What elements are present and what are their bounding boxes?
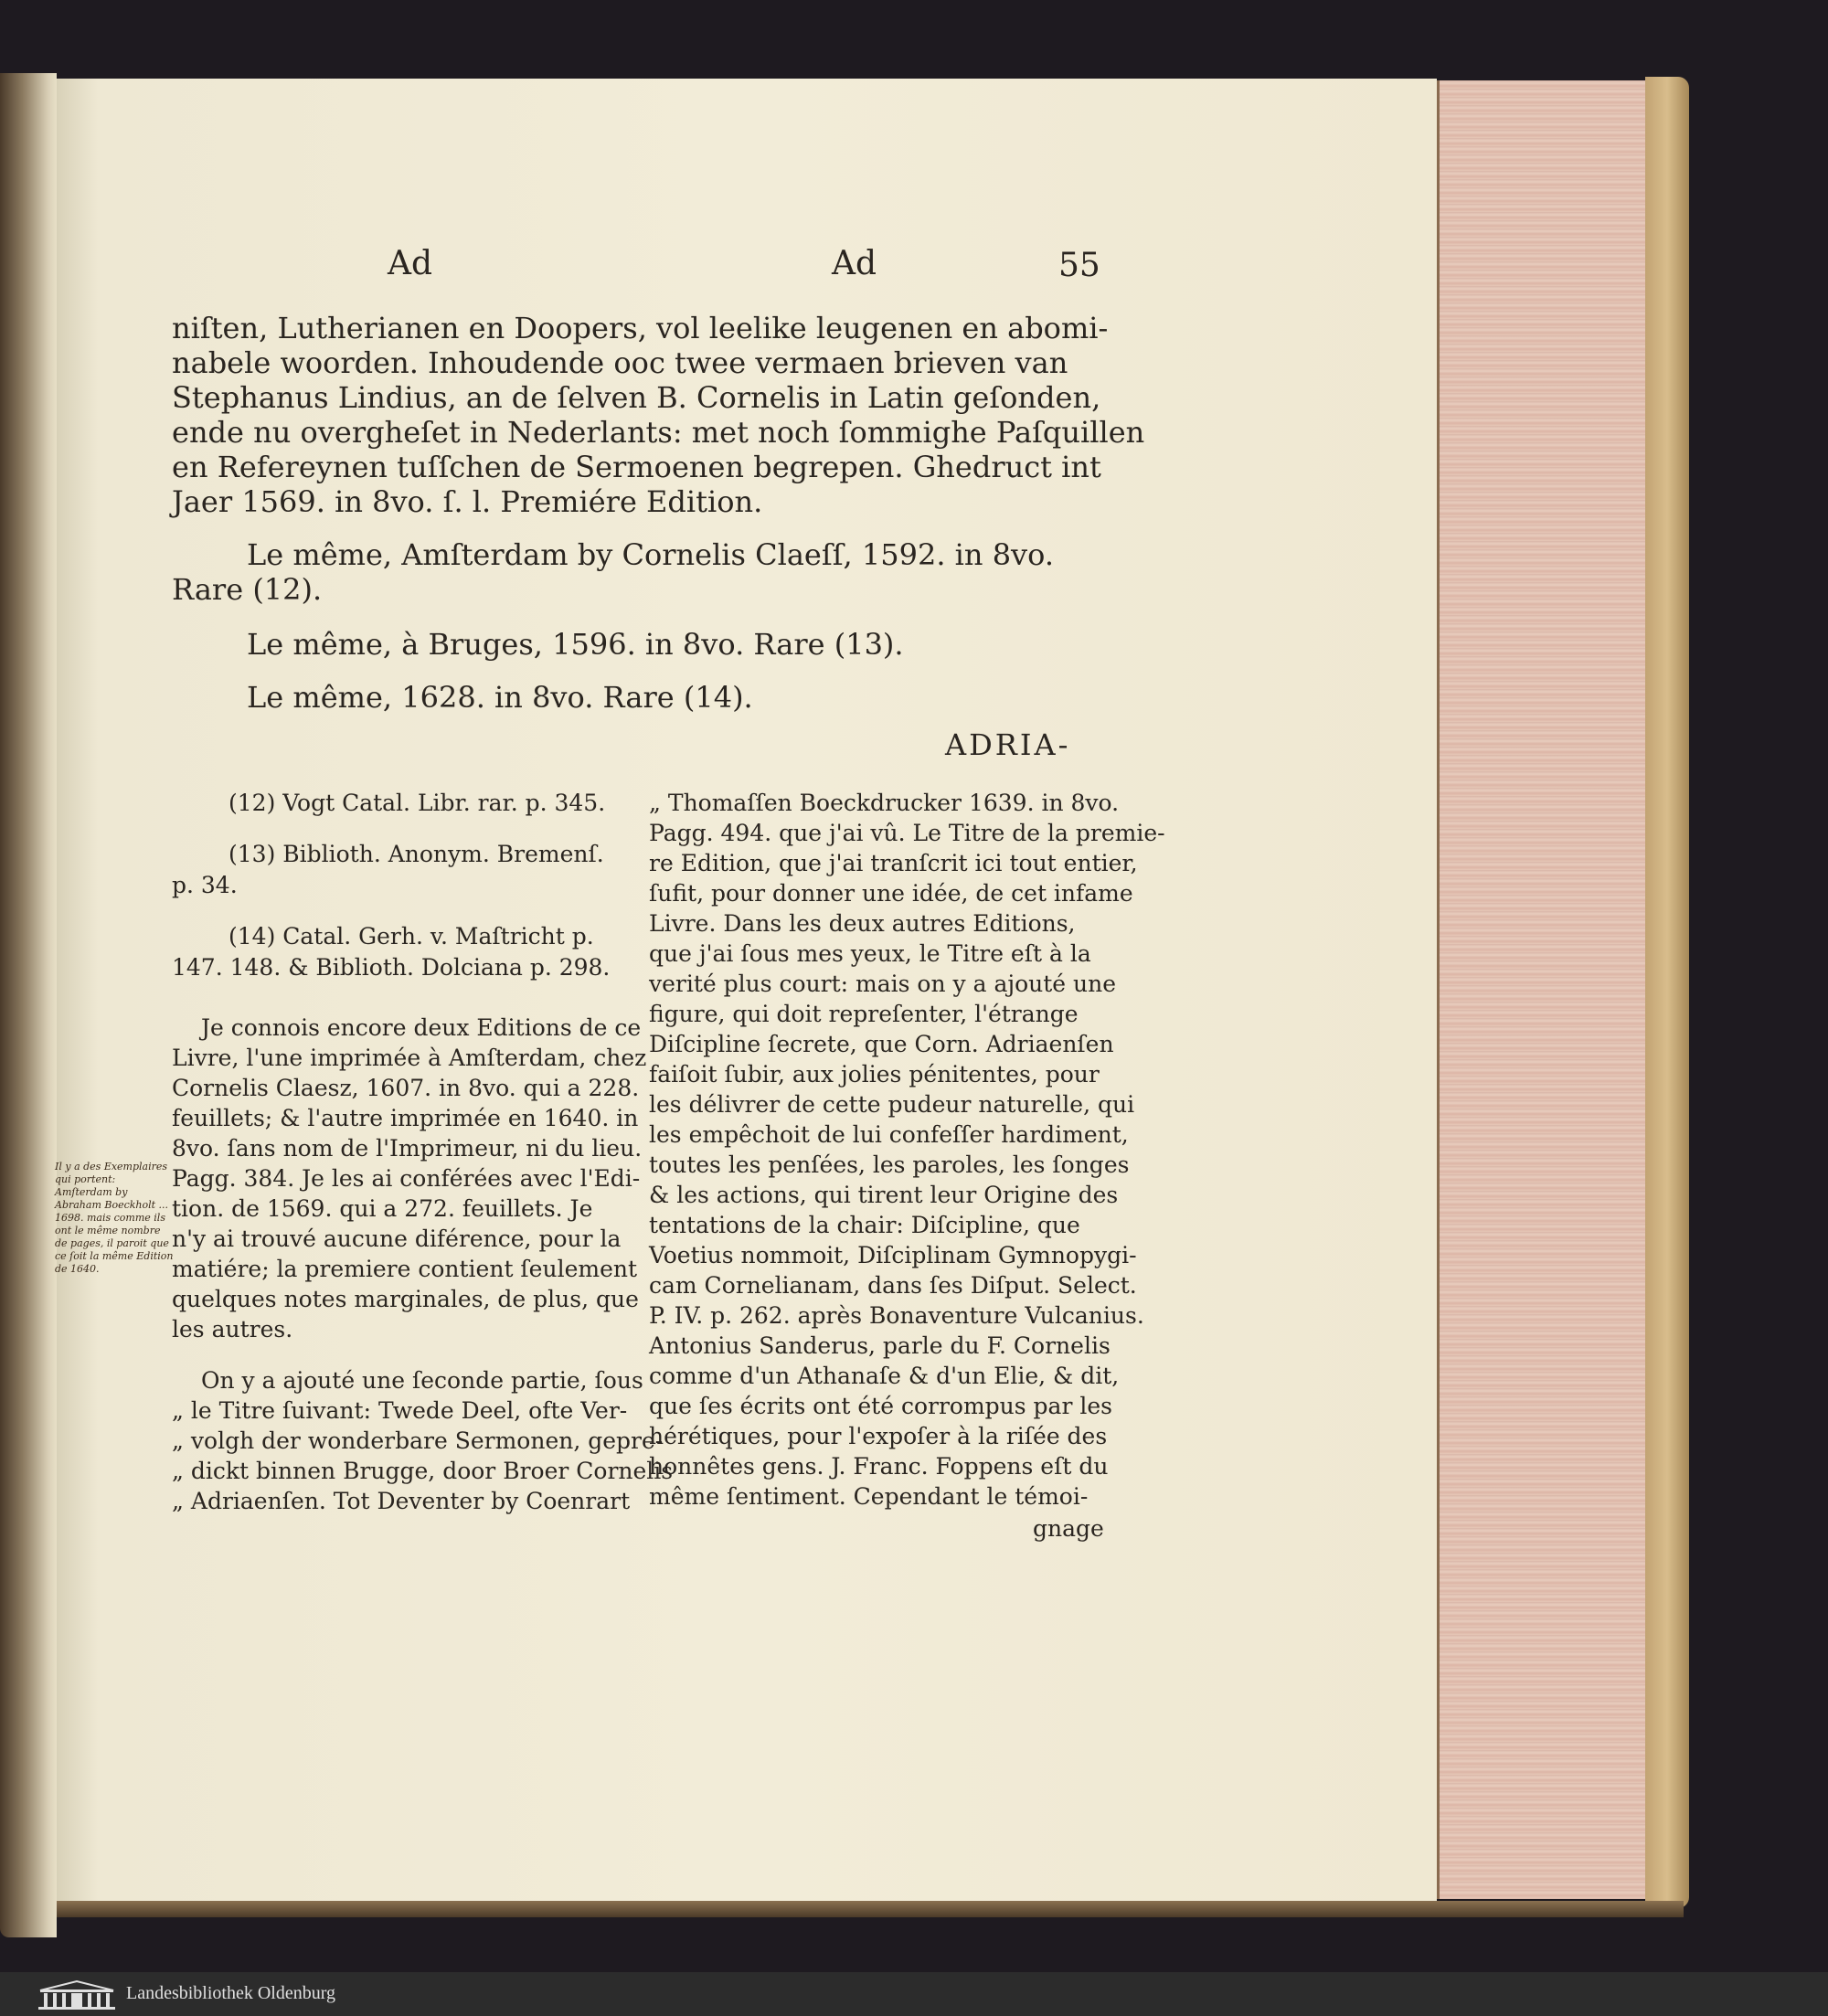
right-text-line: que j'ai ſous mes yeux, le Titre eſt à la [649, 940, 1091, 967]
footnote-line: 147. 148. & Biblioth. Dolciana p. 298. [172, 954, 611, 981]
main-line: en Refereynen tuſſchen de Sermoenen begrepen. Ghedruct int [172, 450, 1101, 484]
right-text-line: re Edition, que j'ai tranſcrit ici tout entier, [649, 850, 1138, 876]
left-text-line: tion. de 1569. qui a 272. feuillets. Je [172, 1195, 593, 1222]
left-text-line: 8vo. ſans nom de l'Imprimeur, ni du lieu. [172, 1135, 643, 1162]
right-text-line: toutes les penſées, les paroles, les ſonges [649, 1151, 1130, 1178]
main-line: ende nu overgheſet in Nederlants: met noch ſommighe Paſquillen [172, 415, 1145, 450]
left-text-line: Pagg. 384. Je les ai conférées avec l'Edi- [172, 1165, 641, 1192]
main-line: Stephanus Lindius, an de ſelven B. Cornelis in Latin geſonden, [172, 380, 1101, 415]
page-fore-edge [1437, 80, 1659, 1899]
left-text-line: „ le Titre ſuivant: Twede Deel, ofte Ver- [172, 1397, 628, 1424]
left-text-line: Je connois encore deux Editions de ce [201, 1014, 642, 1041]
main-line: Jaer 1569. in 8vo. ſ. l. Premiére Edition. [172, 484, 763, 519]
book-cover-right [1645, 77, 1689, 1908]
right-text-line: hérétiques, pour l'expoſer à la riſée des [649, 1423, 1108, 1449]
page-number: 55 [1058, 247, 1100, 284]
catchword-top: ADRIA- [945, 727, 1071, 762]
left-text-line: Cornelis Claesz, 1607. in 8vo. qui a 228. [172, 1075, 640, 1101]
right-text-line: & les actions, qui tirent leur Origine des [649, 1182, 1119, 1208]
right-text-line: figure, qui doit repreſenter, l'étrange [649, 1001, 1079, 1027]
left-text-line: „ Adriaenſen. Tot Deventer by Coenrart [172, 1488, 631, 1514]
right-text-line: même ſentiment. Cependant le témoi- [649, 1483, 1089, 1510]
right-text-line: les délivrer de cette pudeur naturelle, qui [649, 1091, 1135, 1118]
right-text-line: comme d'un Athanaſe & d'un Elie, & dit, [649, 1363, 1120, 1389]
book-cover-bottom [57, 1901, 1684, 1917]
right-text-line: ſufit, pour donner une idée, de cet infame [649, 880, 1133, 907]
right-text-line: honnêtes gens. J. Franc. Foppens eſt du [649, 1453, 1109, 1480]
catchword-bottom: gnage [1033, 1515, 1104, 1542]
left-text-line: n'y ai trouvé aucune diférence, pour la [172, 1226, 622, 1252]
edition-line: Le même, à Bruges, 1596. in 8vo. Rare (13). [247, 627, 904, 662]
right-text-line: Antonius Sanderus, parle du F. Cornelis [649, 1332, 1111, 1359]
footer-bar [0, 1972, 1828, 2016]
edition-line: Rare (12). [172, 572, 323, 607]
left-text-line: matiére; la premiere contient ſeulement [172, 1256, 638, 1282]
library-name: Landesbibliothek Oldenburg [126, 1983, 336, 2003]
right-text-line: Diſcipline ſecrete, que Corn. Adriaenſen [649, 1031, 1114, 1057]
handwritten-margin-note: Il y a des Exemplaires qui portent: Amſterdam by Abraham Boeckholt ... 1698. mais comme ils ont le même nombre de pages, il paroit que ce ſoit la même Edition de 1640. [55, 1161, 174, 1275]
right-text-line: cam Cornelianam, dans ſes Diſput. Select. [649, 1272, 1137, 1299]
main-line: niſten, Lutherianen en Doopers, vol leelike leugenen en abomi- [172, 311, 1109, 345]
left-text-line: feuillets; & l'autre imprimée en 1640. in [172, 1105, 639, 1131]
footnote-line: (13) Biblioth. Anonym. Bremenſ. [228, 841, 604, 867]
right-text-line: tentations de la chair: Diſcipline, que [649, 1212, 1080, 1238]
book-left-edge [0, 73, 57, 1937]
right-text-line: que ſes écrits ont été corrompus par les [649, 1393, 1112, 1419]
library-building-logo-icon [37, 1979, 117, 2011]
left-text-line: quelques notes marginales, de plus, que [172, 1286, 639, 1312]
right-text-line: les empêchoit de lui confeſſer hardiment, [649, 1121, 1129, 1148]
running-head-center: Ad [832, 245, 877, 282]
right-text-line: Pagg. 494. que j'ai vû. Le Titre de la premie- [649, 820, 1165, 846]
left-text-line: „ volgh der wonderbare Sermonen, gepre- [172, 1427, 664, 1454]
right-text-line: faiſoit ſubir, aux jolies pénitentes, pour [649, 1061, 1100, 1088]
left-text-line: „ dickt binnen Brugge, door Broer Cornelis [172, 1458, 674, 1484]
footnote-line: p. 34. [172, 872, 238, 898]
right-text-line: verité plus court: mais on y a ajouté une [649, 971, 1117, 997]
running-head-left: Ad [388, 245, 433, 282]
edition-line: Le même, Amſterdam by Cornelis Claeſſ, 1592. in 8vo. [247, 537, 1054, 572]
right-text-line: „ Thomaſſen Boeckdrucker 1639. in 8vo. [649, 790, 1120, 816]
right-text-line: Livre. Dans les deux autres Editions, [649, 910, 1076, 937]
footnote-line: (14) Catal. Gerh. v. Maſtricht p. [228, 923, 594, 950]
footnote-line: (12) Vogt Catal. Libr. rar. p. 345. [228, 790, 606, 816]
main-line: nabele woorden. Inhoudende ooc twee vermaen brieven van [172, 345, 1068, 380]
left-text-line: On y a ajouté une ſeconde partie, ſous [201, 1367, 643, 1394]
left-text-line: Livre, l'une imprimée à Amſterdam, chez [172, 1045, 647, 1071]
edition-line: Le même, 1628. in 8vo. Rare (14). [247, 680, 753, 715]
right-text-line: Voetius nommoit, Diſciplinam Gymnopygi- [649, 1242, 1137, 1268]
left-text-line: les autres. [172, 1316, 293, 1342]
right-text-line: P. IV. p. 262. après Bonaventure Vulcanius. [649, 1302, 1144, 1329]
